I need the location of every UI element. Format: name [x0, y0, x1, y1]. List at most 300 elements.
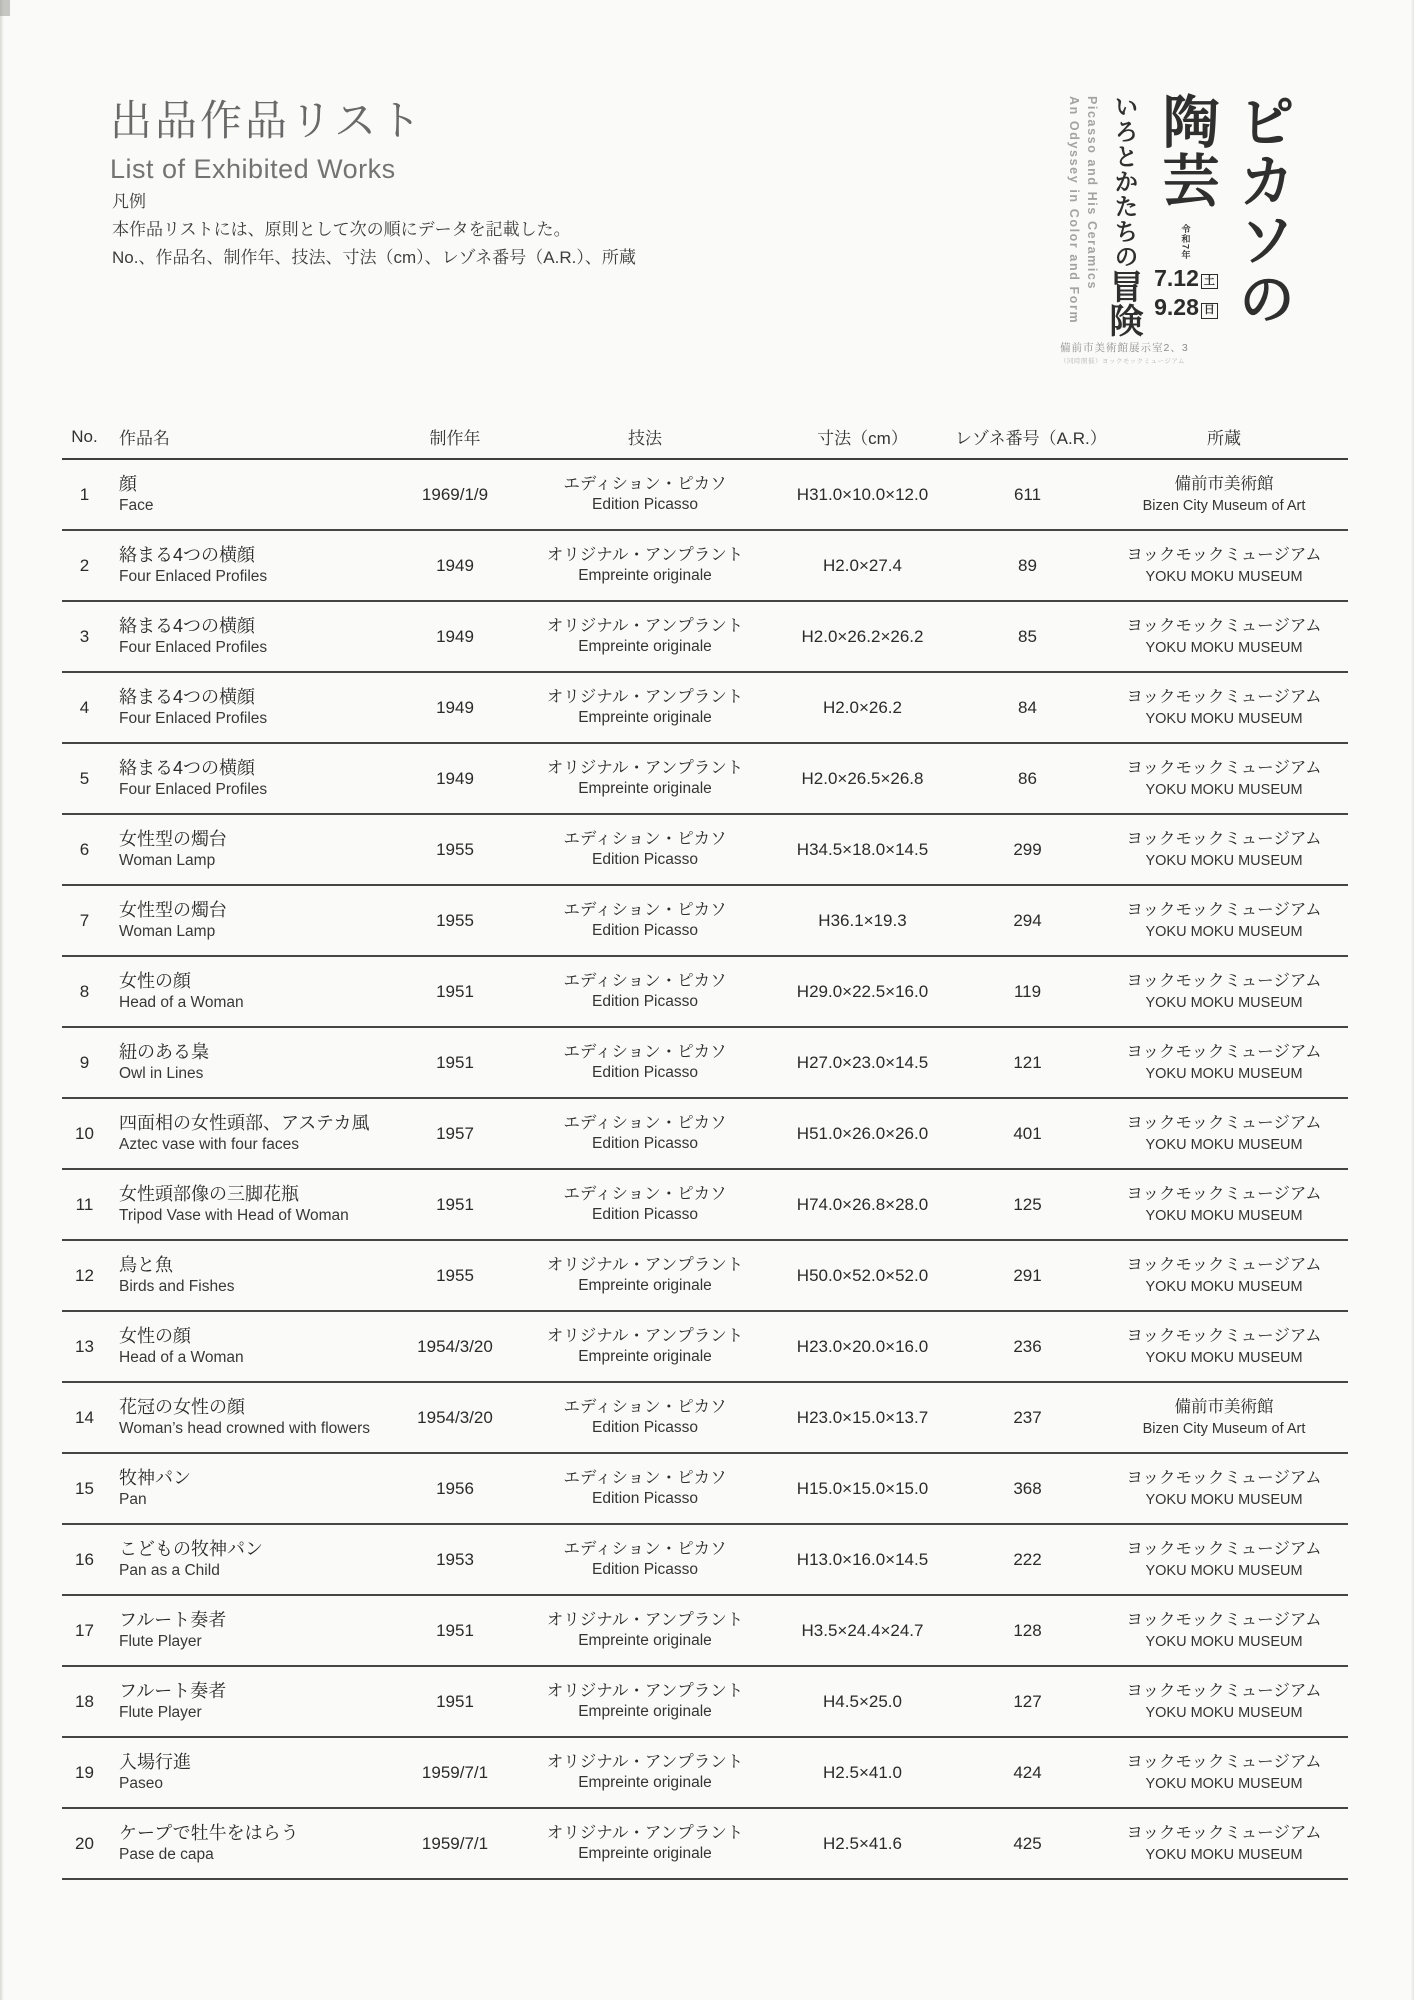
work-title-cell	[107, 459, 390, 530]
work-owner-japanese: ヨックモックミュージアム	[1126, 687, 1322, 706]
page-title-japanese: 出品作品リスト	[110, 97, 425, 144]
row-number: 16	[62, 1524, 107, 1595]
work-owner-cell	[1100, 1169, 1348, 1240]
work-title-japanese: 女性頭部像の三脚花瓶	[119, 1183, 299, 1204]
work-year: 1954/3/20	[390, 1382, 520, 1453]
work-technique-cell	[520, 1027, 770, 1098]
work-owner-cell	[1100, 885, 1348, 956]
work-owner-cell	[1100, 1595, 1348, 1666]
work-technique-cell	[520, 1808, 770, 1879]
work-owner-japanese: ヨックモックミュージアム	[1126, 1113, 1322, 1132]
table-row	[62, 1595, 1348, 1666]
logo-column-2	[1153, 92, 1219, 323]
work-owner-japanese: ヨックモックミュージアム	[1126, 1823, 1322, 1842]
work-owner-japanese: ヨックモックミュージアム	[1126, 545, 1322, 564]
table-row	[62, 1027, 1348, 1098]
work-technique-cell	[520, 1098, 770, 1169]
work-owner-japanese: ヨックモックミュージアム	[1126, 1184, 1322, 1203]
work-technique-japanese: オリジナル・アンプラント	[546, 758, 744, 777]
work-size: H23.0×15.0×13.7	[770, 1382, 955, 1453]
work-size: H4.5×25.0	[770, 1666, 955, 1737]
logo-english-titles	[1067, 96, 1099, 324]
work-technique-cell	[520, 1240, 770, 1311]
work-size: H31.0×10.0×12.0	[770, 459, 955, 530]
date-end-day-badge: 日	[1201, 303, 1218, 318]
work-owner-cell	[1100, 1240, 1348, 1311]
date-start-number: 7.12	[1154, 265, 1199, 292]
work-owner-english: YOKU MOKU MUSEUM	[1145, 568, 1303, 585]
work-technique-japanese: オリジナル・アンプラント	[546, 1326, 744, 1345]
work-ar-number: 299	[955, 814, 1100, 885]
work-title-cell	[107, 601, 390, 672]
column-header-size: 寸法（cm）	[770, 424, 955, 459]
work-owner-japanese: 備前市美術館	[1174, 1397, 1274, 1416]
logo-english-line-1: Picasso and His Ceramics	[1085, 96, 1099, 291]
row-number: 15	[62, 1453, 107, 1524]
work-year: 1955	[390, 1240, 520, 1311]
work-owner-english: YOKU MOKU MUSEUM	[1145, 1278, 1303, 1295]
work-title-english: Paseo	[119, 1775, 163, 1793]
work-owner-cell	[1100, 1737, 1348, 1808]
work-title-english: Head of a Woman	[119, 1349, 244, 1367]
work-size: H2.0×27.4	[770, 530, 955, 601]
work-owner-english: YOKU MOKU MUSEUM	[1145, 1349, 1303, 1366]
work-owner-english: YOKU MOKU MUSEUM	[1145, 1562, 1303, 1579]
work-year: 1949	[390, 601, 520, 672]
work-title-cell	[107, 1098, 390, 1169]
work-technique-cell	[520, 459, 770, 530]
work-owner-english: Bizen City Museum of Art	[1142, 1420, 1306, 1437]
work-title-english: Pan	[119, 1491, 147, 1509]
work-technique-french: Edition Picasso	[592, 851, 698, 869]
work-technique-japanese: オリジナル・アンプラント	[546, 1255, 744, 1274]
work-technique-cell	[520, 1453, 770, 1524]
logo-english-line-2: An Odyssey in Color and Form	[1067, 96, 1081, 325]
table-row	[62, 459, 1348, 530]
work-technique-cell	[520, 1311, 770, 1382]
work-title-cell	[107, 1169, 390, 1240]
work-title-cell	[107, 1595, 390, 1666]
table-row	[62, 1808, 1348, 1879]
work-title-japanese: 女性型の燭台	[119, 828, 227, 849]
work-owner-cell	[1100, 672, 1348, 743]
work-owner-english: YOKU MOKU MUSEUM	[1145, 852, 1303, 869]
work-title-cell	[107, 1666, 390, 1737]
work-owner-japanese: ヨックモックミュージアム	[1126, 829, 1322, 848]
work-owner-cell	[1100, 530, 1348, 601]
work-owner-english: YOKU MOKU MUSEUM	[1145, 1633, 1303, 1650]
work-technique-cell	[520, 1524, 770, 1595]
row-number: 19	[62, 1737, 107, 1808]
work-owner-english: YOKU MOKU MUSEUM	[1145, 1207, 1303, 1224]
scan-corner-mark	[0, 0, 10, 16]
work-title-english: Woman Lamp	[119, 923, 216, 941]
work-title-japanese: 女性型の燭台	[119, 899, 227, 920]
work-ar-number: 368	[955, 1453, 1100, 1524]
row-number: 18	[62, 1666, 107, 1737]
table-row	[62, 1098, 1348, 1169]
work-title-japanese: こどもの牧神パン	[119, 1538, 263, 1559]
work-owner-japanese: 備前市美術館	[1174, 474, 1274, 493]
row-number: 3	[62, 601, 107, 672]
work-title-japanese: 絡まる4つの横顔	[119, 615, 256, 636]
work-owner-japanese: ヨックモックミュージアム	[1126, 1255, 1322, 1274]
work-owner-english: YOKU MOKU MUSEUM	[1145, 639, 1303, 656]
work-title-cell	[107, 885, 390, 956]
row-number: 17	[62, 1595, 107, 1666]
column-header-title: 作品名	[107, 424, 390, 459]
work-size: H2.0×26.5×26.8	[770, 743, 955, 814]
work-owner-cell	[1100, 743, 1348, 814]
table-row	[62, 1524, 1348, 1595]
row-number: 5	[62, 743, 107, 814]
work-year: 1959/7/1	[390, 1808, 520, 1879]
work-owner-cell	[1100, 1311, 1348, 1382]
work-title-english: Flute Player	[119, 1704, 202, 1722]
work-title-japanese: 女性の顔	[119, 1325, 191, 1346]
row-number: 1	[62, 459, 107, 530]
work-technique-cell	[520, 1595, 770, 1666]
work-title-cell	[107, 1382, 390, 1453]
work-technique-japanese: オリジナル・アンプラント	[546, 1823, 744, 1842]
table-row	[62, 743, 1348, 814]
work-ar-number: 89	[955, 530, 1100, 601]
work-owner-japanese: ヨックモックミュージアム	[1126, 900, 1322, 919]
table-row	[62, 1737, 1348, 1808]
work-technique-japanese: エディション・ピカソ	[563, 474, 727, 493]
row-number: 8	[62, 956, 107, 1027]
work-technique-french: Empreinte originale	[578, 1703, 712, 1721]
work-owner-english: YOKU MOKU MUSEUM	[1145, 1775, 1303, 1792]
work-year: 1955	[390, 885, 520, 956]
column-header-ar-number: レゾネ番号（A.R.）	[955, 424, 1100, 459]
work-owner-japanese: ヨックモックミュージアム	[1126, 1539, 1322, 1558]
table-row	[62, 1453, 1348, 1524]
work-title-english: Head of a Woman	[119, 994, 244, 1012]
work-owner-japanese: ヨックモックミュージアム	[1126, 1468, 1322, 1487]
work-owner-english: YOKU MOKU MUSEUM	[1145, 1846, 1303, 1863]
work-technique-cell	[520, 885, 770, 956]
work-size: H15.0×15.0×15.0	[770, 1453, 955, 1524]
work-year: 1951	[390, 1595, 520, 1666]
work-ar-number: 128	[955, 1595, 1100, 1666]
work-technique-french: Empreinte originale	[578, 1632, 712, 1650]
work-technique-cell	[520, 1169, 770, 1240]
work-size: H36.1×19.3	[770, 885, 955, 956]
work-technique-french: Empreinte originale	[578, 1277, 712, 1295]
work-technique-japanese: オリジナル・アンプラント	[546, 687, 744, 706]
work-owner-cell	[1100, 814, 1348, 885]
work-year: 1959/7/1	[390, 1737, 520, 1808]
work-ar-number: 611	[955, 459, 1100, 530]
row-number: 11	[62, 1169, 107, 1240]
work-technique-japanese: オリジナル・アンプラント	[546, 1610, 744, 1629]
row-number: 10	[62, 1098, 107, 1169]
table-row	[62, 885, 1348, 956]
works-table	[62, 424, 1348, 1880]
works-table-header	[62, 424, 1348, 459]
row-number: 2	[62, 530, 107, 601]
date-end-number: 9.28	[1154, 294, 1199, 321]
work-title-japanese: ケープで牡牛をはらう	[119, 1822, 299, 1843]
work-technique-japanese: エディション・ピカソ	[563, 900, 727, 919]
work-technique-japanese: エディション・ピカソ	[563, 971, 727, 990]
work-owner-cell	[1100, 1524, 1348, 1595]
legend-line-1: 本作品リストには、原則として次の順にデータを記載した。	[112, 220, 571, 240]
work-year: 1949	[390, 743, 520, 814]
work-owner-english: YOKU MOKU MUSEUM	[1145, 1065, 1303, 1082]
work-technique-japanese: オリジナル・アンプラント	[546, 1681, 744, 1700]
table-row	[62, 1311, 1348, 1382]
work-size: H34.5×18.0×14.5	[770, 814, 955, 885]
scan-edge-left	[0, 0, 4, 2000]
column-header-no: No.	[62, 424, 107, 459]
logo-venue: 備前市美術館展示室2、3	[1060, 342, 1189, 354]
work-year: 1953	[390, 1524, 520, 1595]
work-title-cell	[107, 1453, 390, 1524]
work-owner-english: YOKU MOKU MUSEUM	[1145, 994, 1303, 1011]
table-row	[62, 814, 1348, 885]
work-title-cell	[107, 530, 390, 601]
table-row	[62, 956, 1348, 1027]
work-ar-number: 121	[955, 1027, 1100, 1098]
work-technique-french: Edition Picasso	[592, 922, 698, 940]
work-size: H29.0×22.5×16.0	[770, 956, 955, 1027]
work-title-japanese: 入場行進	[119, 1751, 191, 1772]
row-number: 7	[62, 885, 107, 956]
work-owner-cell	[1100, 1453, 1348, 1524]
work-title-japanese: 女性の顔	[119, 970, 191, 991]
logo-venue-subnote: （同時開催）ヨックモックミュージアム	[1060, 358, 1185, 365]
work-size: H23.0×20.0×16.0	[770, 1311, 955, 1382]
work-title-cell	[107, 743, 390, 814]
work-ar-number: 86	[955, 743, 1100, 814]
row-number: 12	[62, 1240, 107, 1311]
work-title-english: Owl in Lines	[119, 1065, 204, 1083]
work-title-english: Face	[119, 497, 154, 515]
work-technique-cell	[520, 530, 770, 601]
row-number: 9	[62, 1027, 107, 1098]
column-header-technique: 技法	[520, 424, 770, 459]
work-title-english: Pase de capa	[119, 1846, 214, 1864]
work-size: H51.0×26.0×26.0	[770, 1098, 955, 1169]
work-technique-cell	[520, 1382, 770, 1453]
work-size: H2.5×41.0	[770, 1737, 955, 1808]
work-owner-japanese: ヨックモックミュージアム	[1126, 1681, 1322, 1700]
work-year: 1969/1/9	[390, 459, 520, 530]
work-title-english: Pan as a Child	[119, 1562, 220, 1580]
work-owner-japanese: ヨックモックミュージアム	[1126, 1610, 1322, 1629]
work-owner-cell	[1100, 956, 1348, 1027]
work-ar-number: 237	[955, 1382, 1100, 1453]
work-technique-french: Empreinte originale	[578, 1774, 712, 1792]
work-technique-french: Edition Picasso	[592, 1419, 698, 1437]
work-owner-english: YOKU MOKU MUSEUM	[1145, 1491, 1303, 1508]
work-title-english: Aztec vase with four faces	[119, 1136, 300, 1154]
work-year: 1956	[390, 1453, 520, 1524]
work-title-japanese: 顔	[119, 473, 137, 494]
work-title-english: Four Enlaced Profiles	[119, 710, 268, 728]
column-header-year: 制作年	[390, 424, 520, 459]
work-ar-number: 424	[955, 1737, 1100, 1808]
work-technique-french: Edition Picasso	[592, 1135, 698, 1153]
work-title-japanese: 牧神パン	[119, 1467, 191, 1488]
work-ar-number: 222	[955, 1524, 1100, 1595]
table-row	[62, 1169, 1348, 1240]
work-title-japanese: 花冠の女性の顔	[119, 1396, 245, 1417]
table-row	[62, 530, 1348, 601]
work-technique-japanese: エディション・ピカソ	[563, 1397, 727, 1416]
work-title-cell	[107, 956, 390, 1027]
work-technique-japanese: オリジナル・アンプラント	[546, 545, 744, 564]
table-row	[62, 672, 1348, 743]
work-year: 1951	[390, 1169, 520, 1240]
work-technique-french: Empreinte originale	[578, 780, 712, 798]
work-ar-number: 291	[955, 1240, 1100, 1311]
work-owner-english: YOKU MOKU MUSEUM	[1145, 1136, 1303, 1153]
work-technique-cell	[520, 1737, 770, 1808]
work-technique-cell	[520, 814, 770, 885]
logo-tagline-text: いろとかたちの	[1110, 94, 1137, 269]
logo-era-label: 令和7年	[1180, 224, 1191, 261]
logo-date-start	[1153, 264, 1219, 293]
work-technique-french: Empreinte originale	[578, 638, 712, 656]
work-technique-french: Edition Picasso	[592, 1490, 698, 1508]
work-size: H50.0×52.0×52.0	[770, 1240, 955, 1311]
table-row	[62, 1666, 1348, 1737]
work-title-japanese: フルート奏者	[119, 1609, 227, 1630]
work-ar-number: 401	[955, 1098, 1100, 1169]
work-ar-number: 125	[955, 1169, 1100, 1240]
document-header	[110, 88, 424, 185]
legend-line-2: No.、作品名、制作年、技法、寸法（cm）、レゾネ番号（A.R.）、所蔵	[112, 248, 636, 268]
work-year: 1955	[390, 814, 520, 885]
work-technique-japanese: エディション・ピカソ	[563, 1042, 727, 1061]
work-technique-japanese: エディション・ピカソ	[563, 1468, 727, 1487]
logo-title-sub: 陶芸	[1154, 92, 1219, 210]
work-title-english: Four Enlaced Profiles	[119, 639, 268, 657]
work-owner-japanese: ヨックモックミュージアム	[1126, 1326, 1322, 1345]
work-technique-french: Empreinte originale	[578, 567, 712, 585]
row-number: 14	[62, 1382, 107, 1453]
work-title-english: Woman Lamp	[119, 852, 216, 870]
work-year: 1954/3/20	[390, 1311, 520, 1382]
work-title-english: Birds and Fishes	[119, 1278, 235, 1296]
work-year: 1949	[390, 530, 520, 601]
work-technique-cell	[520, 956, 770, 1027]
work-year: 1957	[390, 1098, 520, 1169]
legend-block	[112, 188, 636, 272]
work-owner-english: YOKU MOKU MUSEUM	[1145, 1704, 1303, 1721]
work-technique-japanese: オリジナル・アンプラント	[546, 1752, 744, 1771]
work-size: H27.0×23.0×14.5	[770, 1027, 955, 1098]
work-title-english: Four Enlaced Profiles	[119, 568, 268, 586]
work-title-cell	[107, 672, 390, 743]
work-title-japanese: 四面相の女性頭部、アステカ風	[119, 1112, 370, 1133]
work-technique-japanese: エディション・ピカソ	[563, 829, 727, 848]
works-table-body	[62, 459, 1348, 1879]
work-title-cell	[107, 1240, 390, 1311]
work-size: H2.5×41.6	[770, 1808, 955, 1879]
work-size: H3.5×24.4×24.7	[770, 1595, 955, 1666]
work-title-japanese: 紐のある梟	[119, 1041, 209, 1062]
work-technique-cell	[520, 672, 770, 743]
work-technique-japanese: エディション・ピカソ	[563, 1184, 727, 1203]
logo-tagline	[1103, 94, 1143, 337]
work-year: 1951	[390, 1027, 520, 1098]
work-title-cell	[107, 1524, 390, 1595]
work-title-japanese: 鳥と魚	[119, 1254, 173, 1275]
work-technique-french: Edition Picasso	[592, 993, 698, 1011]
work-technique-french: Edition Picasso	[592, 496, 698, 514]
legend-heading: 凡例	[112, 192, 146, 211]
table-row	[62, 1240, 1348, 1311]
logo-date-end	[1153, 293, 1219, 322]
work-title-cell	[107, 1737, 390, 1808]
work-owner-japanese: ヨックモックミュージアム	[1126, 616, 1322, 635]
work-owner-japanese: ヨックモックミュージアム	[1126, 758, 1322, 777]
work-owner-english: YOKU MOKU MUSEUM	[1145, 781, 1303, 798]
work-year: 1951	[390, 1666, 520, 1737]
work-technique-french: Empreinte originale	[578, 1845, 712, 1863]
work-technique-japanese: オリジナル・アンプラント	[546, 616, 744, 635]
work-owner-cell	[1100, 459, 1348, 530]
table-row	[62, 601, 1348, 672]
work-ar-number: 294	[955, 885, 1100, 956]
work-ar-number: 127	[955, 1666, 1100, 1737]
work-title-cell	[107, 1808, 390, 1879]
work-year: 1949	[390, 672, 520, 743]
work-owner-english: YOKU MOKU MUSEUM	[1145, 710, 1303, 727]
work-owner-japanese: ヨックモックミュージアム	[1126, 1042, 1322, 1061]
work-size: H13.0×16.0×14.5	[770, 1524, 955, 1595]
work-ar-number: 425	[955, 1808, 1100, 1879]
work-ar-number: 119	[955, 956, 1100, 1027]
exhibition-logo	[1050, 88, 1295, 373]
work-technique-japanese: エディション・ピカソ	[563, 1113, 727, 1132]
work-size: H2.0×26.2	[770, 672, 955, 743]
work-size: H2.0×26.2×26.2	[770, 601, 955, 672]
work-owner-cell	[1100, 1666, 1348, 1737]
work-technique-cell	[520, 601, 770, 672]
work-ar-number: 85	[955, 601, 1100, 672]
work-title-english: Flute Player	[119, 1633, 202, 1651]
work-title-japanese: 絡まる4つの横顔	[119, 757, 256, 778]
work-owner-cell	[1100, 1098, 1348, 1169]
work-technique-french: Edition Picasso	[592, 1206, 698, 1224]
page-title-english: List of Exhibited Works	[110, 154, 396, 184]
work-technique-cell	[520, 743, 770, 814]
work-title-english: Four Enlaced Profiles	[119, 781, 268, 799]
date-start-day-badge: 土	[1201, 274, 1218, 289]
work-title-japanese: 絡まる4つの横顔	[119, 686, 256, 707]
work-owner-japanese: ヨックモックミュージアム	[1126, 1752, 1322, 1771]
logo-tagline-bold: 冒険	[1104, 269, 1142, 337]
row-number: 4	[62, 672, 107, 743]
work-technique-cell	[520, 1666, 770, 1737]
work-title-cell	[107, 814, 390, 885]
work-ar-number: 236	[955, 1311, 1100, 1382]
work-technique-french: Edition Picasso	[592, 1561, 698, 1579]
work-technique-french: Empreinte originale	[578, 1348, 712, 1366]
work-title-english: Tripod Vase with Head of Woman	[119, 1207, 349, 1225]
row-number: 13	[62, 1311, 107, 1382]
work-owner-cell	[1100, 1027, 1348, 1098]
work-technique-french: Empreinte originale	[578, 709, 712, 727]
work-owner-cell	[1100, 1382, 1348, 1453]
logo-title-main: ピカソの	[1230, 92, 1294, 328]
row-number: 6	[62, 814, 107, 885]
